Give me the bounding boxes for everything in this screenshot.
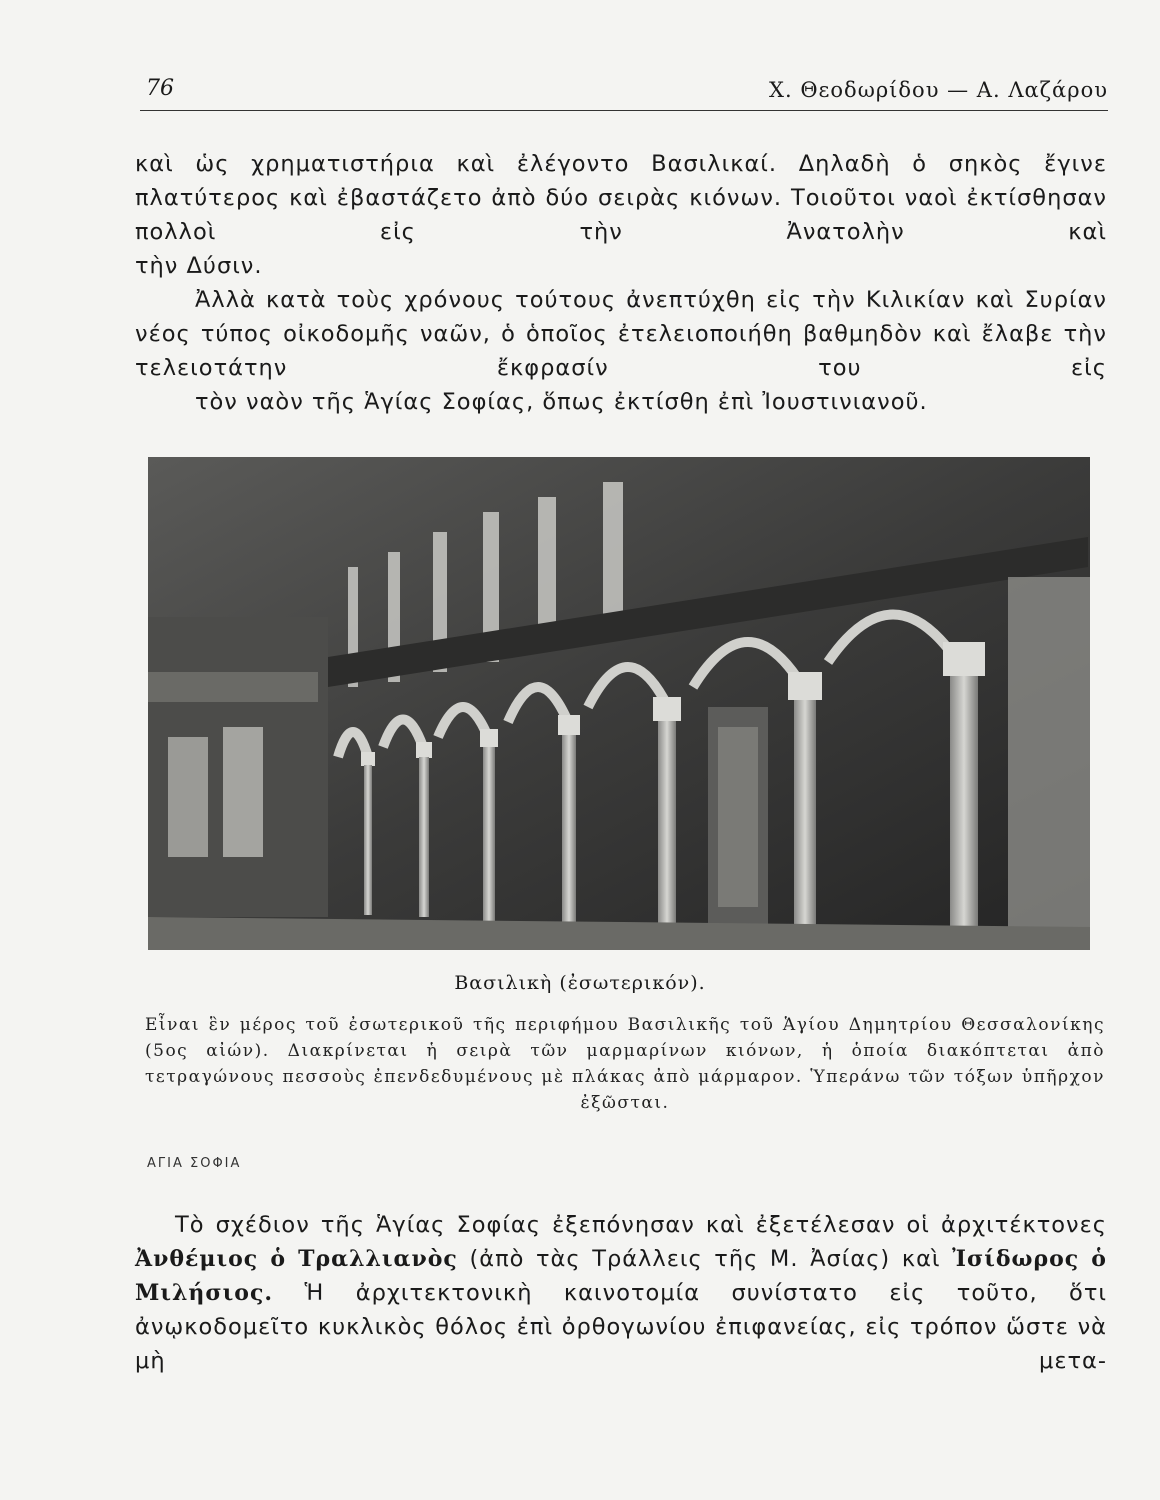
section-label: ΑΓΙΑ ΣΟΦΙΑ xyxy=(147,1156,242,1171)
page-header xyxy=(140,74,1108,111)
figure-caption-title: Βασιλικὴ (ἐσωτερικόν). xyxy=(454,972,706,994)
figure-caption-text: Εἶναι ἓν μέρος τοῦ ἐσωτερικοῦ τῆς περιφήμου Βασιλικῆς τοῦ Ἁγίου Δημητρίου Θεσσαλονίκης (5ος αἰών). Διακρίνεται ἡ σειρὰ τῶν μαρμαρίνων κιόνων, ἡ ὁποία διακόπτεται ἀπὸ τετραγώνους πεσσοὺς ἐπενδεδυμένους μὲ πλάκας ἀπὸ μάρμαρον. Ὑπεράνω τῶν τόξων ὑπῆρχον ἐξῶσται. xyxy=(145,1015,1105,1113)
basilica-interior-image xyxy=(148,457,1090,950)
paragraph-3 xyxy=(135,1208,1107,1378)
architect-anthemios: Ἀνθέμιος ὁ Τραλλιανὸς xyxy=(135,1246,458,1272)
paragraph-3-end: Ἡ ἀρχιτεκτονικὴ καινοτομία συνίστατο εἰς τοῦτο, ὅτι ἀνῳκοδομεῖτο κυκλικὸς θόλος ἐπὶ ὀρθογωνίου ἐπιφανείας, εἰς τρόπον ὥστε νὰ μὴ μετα- xyxy=(135,1280,1107,1374)
paragraph-1-end: τὴν Δύσιν. xyxy=(135,253,263,279)
architect-isidoros: Ἰσίδωρος ὁ Μιλήσιος. xyxy=(135,1246,1107,1306)
paragraph-2-text: Ἀλλὰ κατὰ τοὺς χρόνους τούτους ἀνεπτύχθη εἰς τὴν Κιλικίαν καὶ Συρίαν νέος τύπος οἰκοδομῆς ναῶν, ὁ ὁποῖος ἐτελειοποιήθη βαθμηδὸν καὶ ἔλαβε τὴν τελειοτάτην ἔκφρασίν του εἰς xyxy=(135,287,1107,381)
paragraph-3-start: Τὸ σχέδιον τῆς Ἁγίας Σοφίας ἐξεπόνησαν καὶ ἐξετέλεσαν οἱ ἀρχιτέκτονες xyxy=(175,1212,1107,1238)
page-number: 76 xyxy=(146,76,174,101)
paragraph-2 xyxy=(135,283,1107,419)
paragraph-1 xyxy=(135,147,1107,283)
paragraph-3-mid: (ἀπὸ τὰς Τράλλεις τῆς Μ. Ἀσίας) καὶ xyxy=(469,1246,941,1272)
paragraph-2-end: τὸν ναὸν τῆς Ἁγίας Σοφίας, ὅπως ἐκτίσθη ἐπὶ Ἰουστινιανοῦ. xyxy=(195,389,928,415)
running-head: Χ. Θεοδωρίδου — Α. Λαζάρου xyxy=(769,78,1108,102)
basilica-photograph xyxy=(148,457,1090,950)
paragraph-1-text: καὶ ὡς χρηματιστήρια καὶ ἐλέγοντο Βασιλικαί. Δηλαδὴ ὁ σηκὸς ἔγινε πλατύτερος καὶ ἐβαστάζετο ἀπὸ δύο σειρὰς κιόνων. Τοιοῦτοι ναοὶ ἐκτίσθησαν πολλοὶ εἰς τὴν Ἀνατολὴν καὶ xyxy=(135,151,1107,245)
